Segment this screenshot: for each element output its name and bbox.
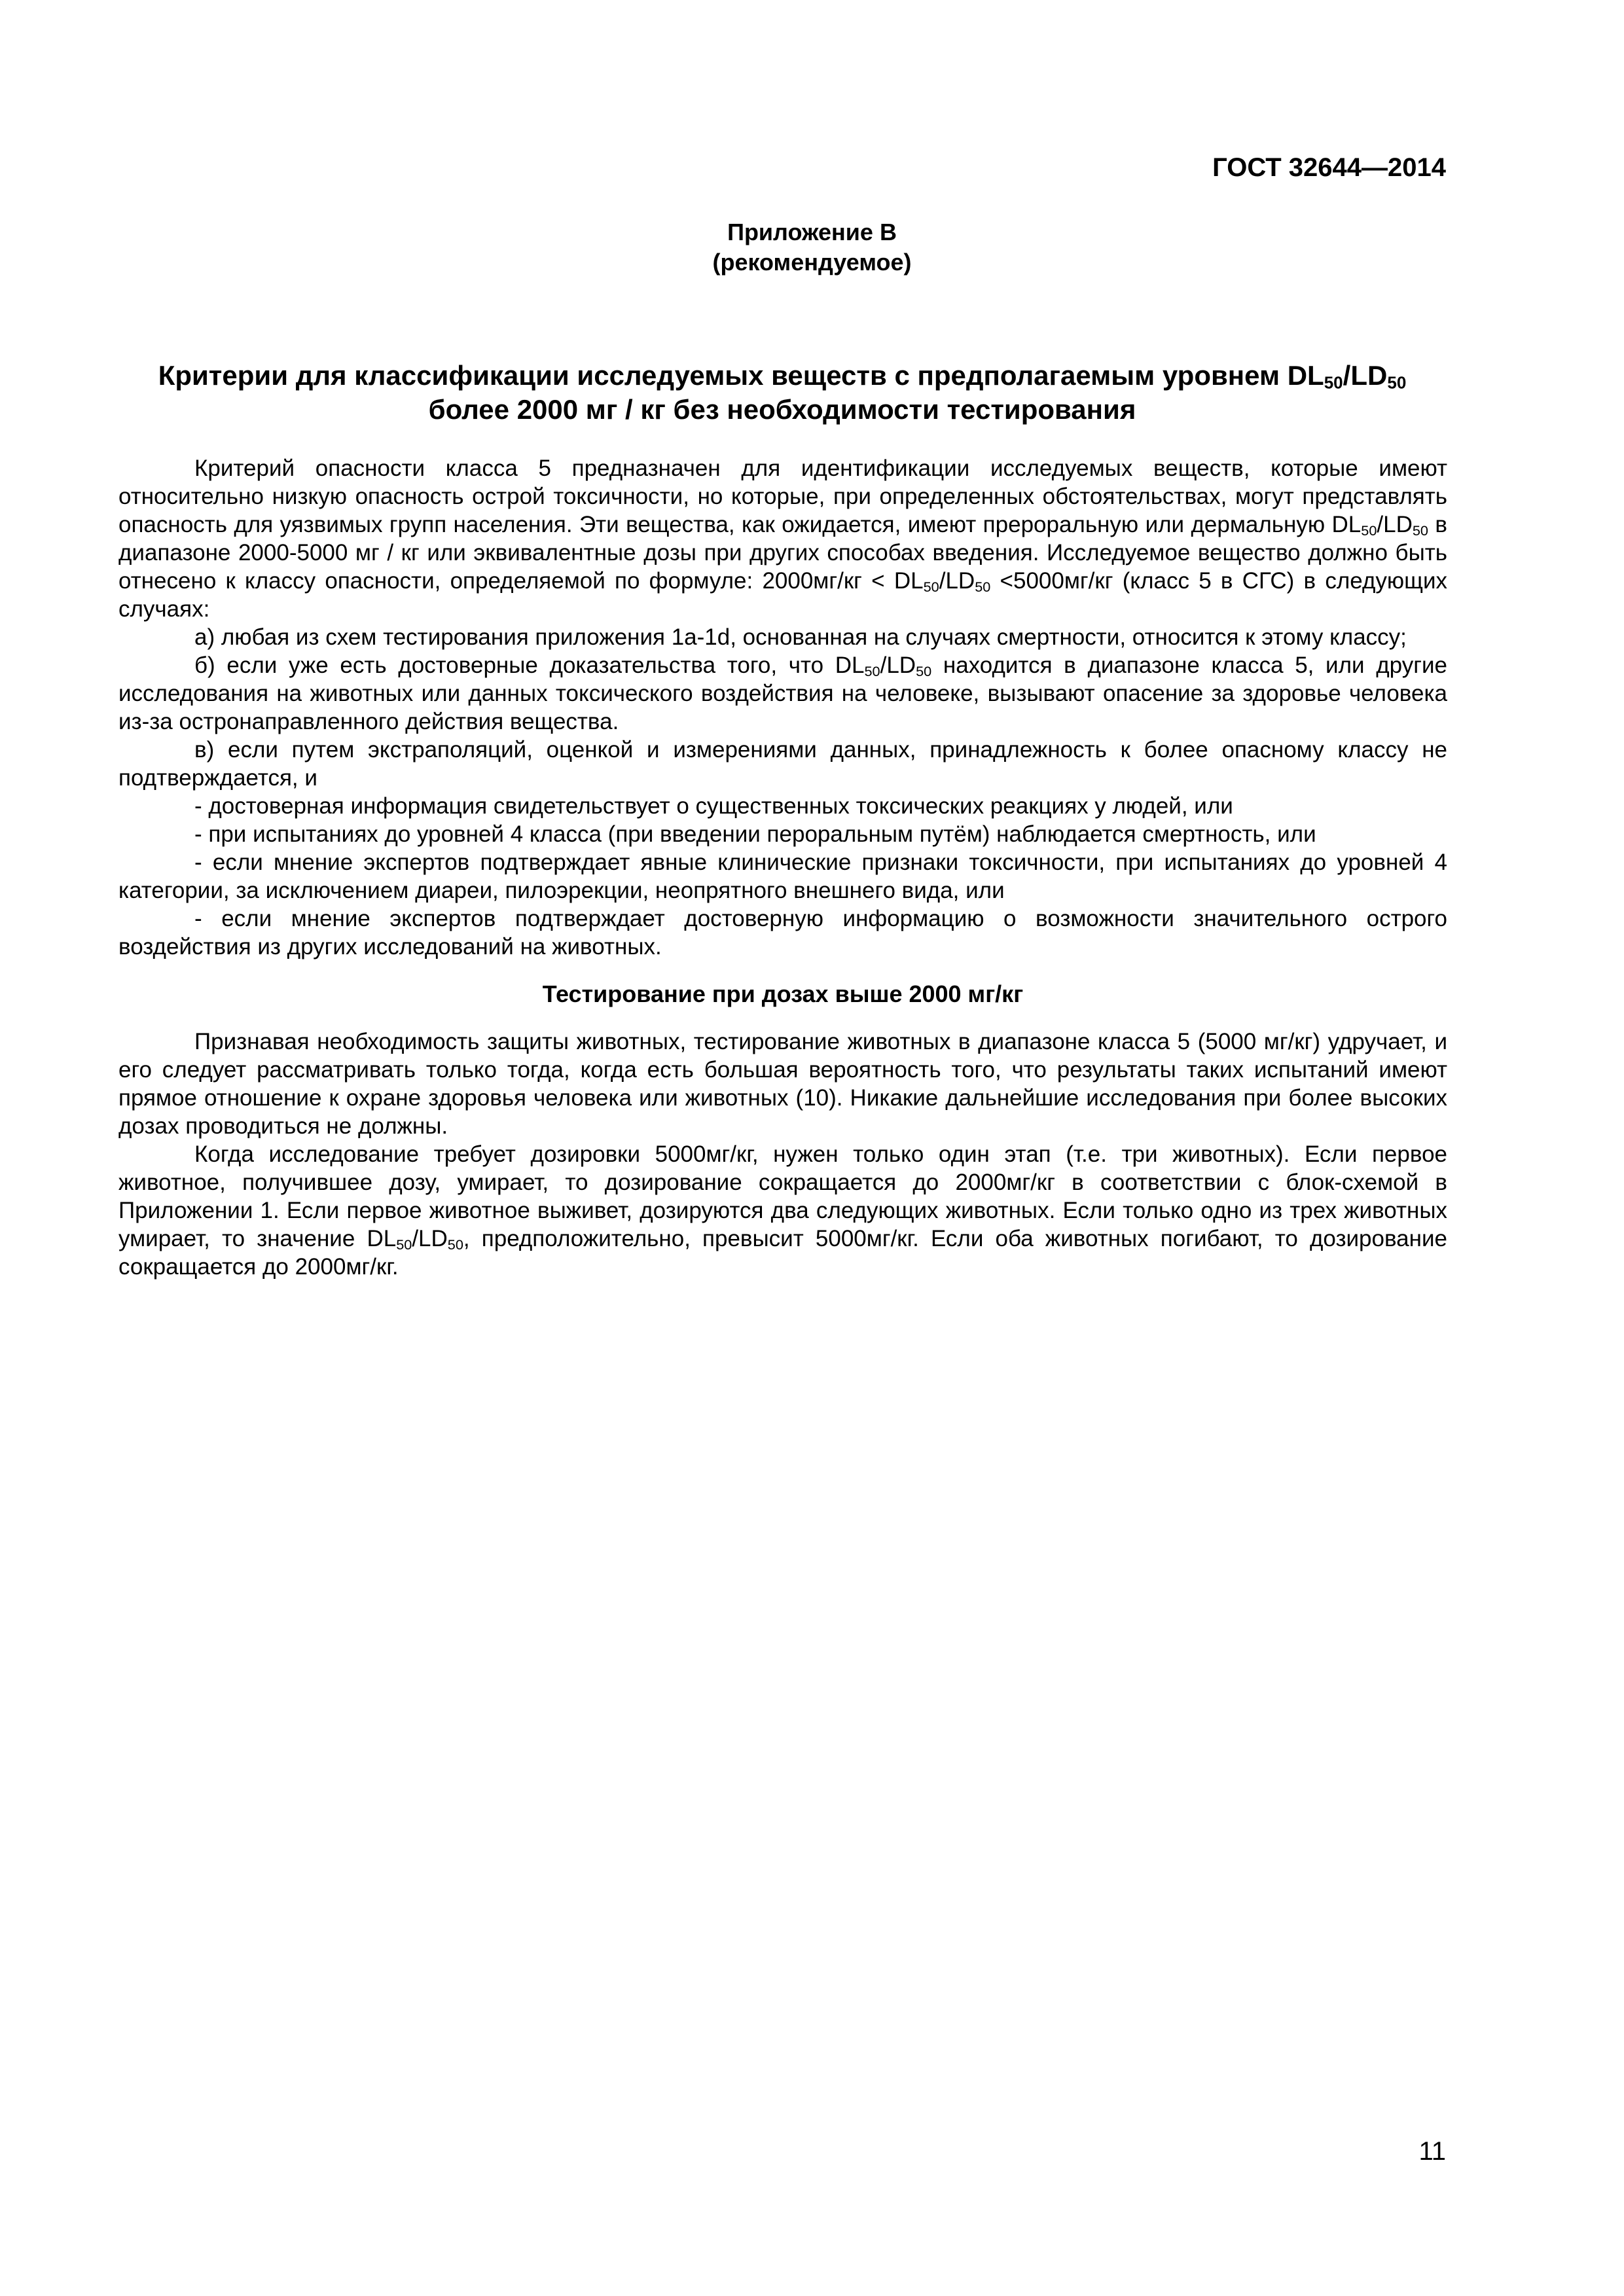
annex-heading: [0, 217, 1624, 278]
dash-item-1: - достоверная информация свидетельствует о существенных токсических реакциях у людей, или: [194, 793, 1233, 819]
document-title: [118, 359, 1447, 427]
paragraph-hazard-criterion: Критерий опасности класса 5 предназначен для идентификации исследуемых веществ, которые имеют относительно низкую опасность острой токсичности, но которые, при определенных обстоятельствах, могут представлять опасность для уязвимых групп населения. Эти вещества, как ожидается, имеют прероральную или дермальную $DL_{50}/LD_{50}$ в диапазоне 2000-5000 мг / кг или эквивалентные дозы при других способах введения. Исследуемое вещество должно быть отнесено к классу опасности, определяемой по формуле: $2000мг/кг < DL_{50}/LD_{50} <5000мг/кг$ (класс 5 в СГС) в следующих случаях:: [118, 456, 1447, 622]
title-line-1: Критерии для классификации исследуемых веществ с предполагаемым уровнем $DL_{50}/LD_{50}$: [158, 360, 1407, 393]
standard-number: ГОСТ 32644—2014: [1212, 153, 1446, 182]
annex-label: Приложение В: [727, 219, 897, 245]
list-item-c: в) если путем экстраполяций, оценкой и измерениями данных, принадлежность к более опасному классу не подтверждается, и: [118, 737, 1447, 791]
dash-item-2: - при испытаниях до уровней 4 класса (при введении пероральным путём) наблюдается смертность, или: [194, 821, 1316, 847]
document-body: [118, 454, 1447, 1281]
list-item-a: а) любая из схем тестирования приложения 1а-1d, основанная на случаях смертности, относится к этому классу;: [194, 624, 1407, 650]
page-number: 11: [1418, 2137, 1446, 2166]
list-item-b: б) если уже есть достоверные доказательства того, что $DL_{50}/LD_{50}$ находится в диапазоне класса 5, или другие исследования на животных или данных токсического воздействия на человеке, вызывают опасение за здоровье человека из-за остронаправленного действия вещества.: [118, 653, 1448, 734]
paragraph-dosing-procedure: Когда исследование требует дозировки 5000мг/кг, нужен только один этап (т.е. три животных). Если первое животное, получившее дозу, умирает, то дозирование сокращается до 2000мг/кг в соответствии с блок-схемой в Приложении 1. Если первое животное выживет, дозируются два следующих животных. Если только одно из трех животных умирает, то значение $DL_{50}/LD_{50}$, предположительно, превысит 5000мг/кг. Если оба животных погибают, то дозирование сокращается до 2000мг/кг.: [118, 1141, 1447, 1280]
title-line-2: более 2000 мг / кг без необходимости тестирования: [428, 394, 1136, 425]
section-title-high-dose: Тестирование при дозах выше 2000 мг/кг: [542, 980, 1024, 1007]
paragraph-animal-protection: Признавая необходимость защиты животных, тестирование животных в диапазоне класса 5 (5000 мг/кг) удручает, и его следует рассматривать только тогда, когда есть большая вероятность того, что результаты таких испытаний имеют прямое отношение к охране здоровья человека или животных (10). Никакие дальнейшие исследования при более высоких дозах проводиться не должны.: [118, 1029, 1447, 1139]
dash-item-3: - если мнение экспертов подтверждает явные клинические признаки токсичности, при испытаниях до уровней 4 категории, за исключением диареи, пилоэрекции, неопрятного внешнего вида, или: [118, 850, 1447, 903]
dash-item-4: - если мнение экспертов подтверждает достоверную информацию о возможности значительного острого воздействия из других исследований на животных.: [118, 906, 1447, 960]
annex-status: (рекомендуемое): [712, 249, 912, 276]
